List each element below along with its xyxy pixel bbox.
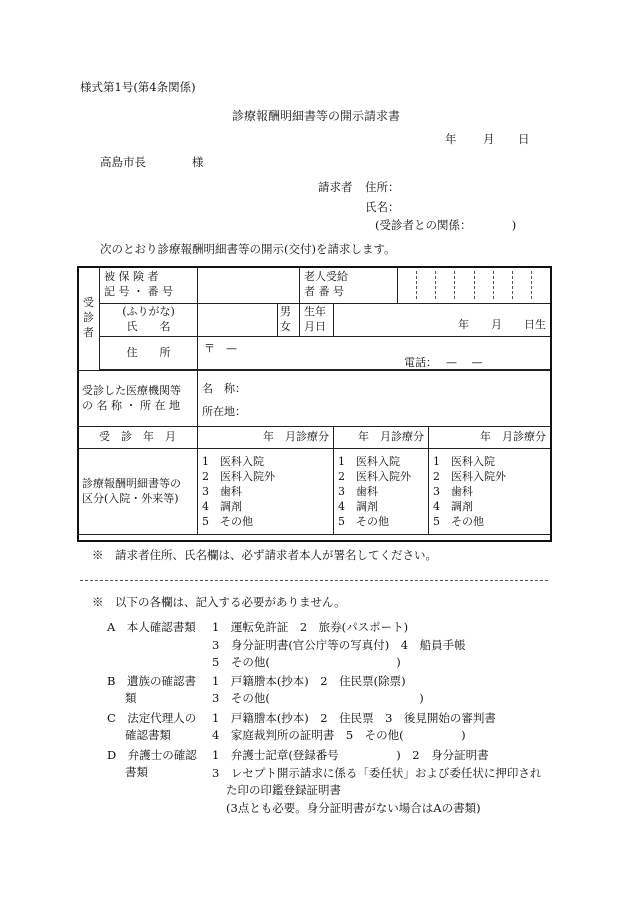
intro-text: 次のとおり診療報酬明細書等の開示(交付)を請求します。 <box>100 242 396 256</box>
date-month-label: 月 <box>483 132 495 146</box>
visit-month-2[interactable]: 年 月診療分 <box>334 427 429 449</box>
date-year-label: 年 <box>445 132 457 146</box>
phone-label: 電話： — — <box>404 356 483 369</box>
section-c-line-1: 1 戸籍謄本(抄本) 2 住民票 3 後見開始の審判書 <box>212 711 496 725</box>
signature-note: ※ 請求者住所、氏名欄は、必ず請求者本人が署名してください。 <box>92 548 437 562</box>
patient-name-label: (ふりがな) 氏 名 <box>100 304 198 337</box>
section-d-label-2: 書類 <box>125 765 148 779</box>
honorific: 様 <box>192 155 204 169</box>
patient-address-field[interactable] <box>198 337 551 370</box>
section-a-line-3: 5 その他( ) <box>212 655 401 669</box>
section-d-line-2: 3 レセプト開示請求に係る「委任状」および委任状に押印され <box>212 766 542 780</box>
section-d-line-4: (3点とも必要。身分証明書がない場合はAの書類) <box>226 801 481 815</box>
birth-date-label: 生年 月日 <box>300 304 334 337</box>
date-day-label: 日 <box>518 132 530 146</box>
section-c-label: C 法定代理人の <box>107 711 197 725</box>
insured-number-label: 被 保 険 者 記 号 ・ 番 号 <box>100 267 198 304</box>
birth-date-field[interactable]: 年 月 日生 <box>334 304 551 337</box>
category-label: 診療報酬明細書等の 区分(入院・外来等) <box>78 449 198 535</box>
section-d-line-3: た印の印鑑登録証明書 <box>226 783 341 797</box>
page-title: 診療報酬明細書等の開示請求書 <box>232 109 401 123</box>
institution-location-label: 所在地： <box>202 404 246 418</box>
section-b-line-1: 1 戸籍謄本(抄本) 2 住民票(除票) <box>212 674 406 688</box>
section-b-label-2: 類 <box>125 691 137 705</box>
section-c-label-2: 確認書類 <box>125 728 171 742</box>
section-d-line-1: 1 弁護士記章(登録番号 ) 2 身分証明書 <box>212 748 489 762</box>
section-d-label: D 弁護士の確認 <box>107 748 197 762</box>
institution-field[interactable] <box>198 371 551 427</box>
section-a-line-1: 1 運転免許証 2 旅券(パスポート) <box>212 620 409 634</box>
category-options-2[interactable]: 1 医科入院 2 医科入院外 3 歯科 4 調剤 5 その他 <box>334 449 429 535</box>
requester-relation-label: (受診者との関係： ) <box>375 218 517 232</box>
elderly-number-field[interactable] <box>398 267 551 304</box>
section-b-label: B 遺族の確認書 <box>107 674 196 688</box>
requester-name-label: 氏名： <box>365 200 400 214</box>
request-form-table <box>77 266 551 535</box>
form-number: 様式第1号(第4条関係) <box>80 80 196 94</box>
section-a-label: A 本人確認書類 <box>107 620 196 634</box>
visit-month-1[interactable]: 年 月診療分 <box>198 427 334 449</box>
sex-label: 男 女 <box>278 304 300 337</box>
patient-address-label: 住 所 <box>100 337 198 370</box>
institution-name-label: 名 称： <box>202 381 246 395</box>
elderly-number-label: 老人受給 者 番 号 <box>300 267 398 304</box>
section-a-line-2: 3 身分証明書(官公庁等の写真付) 4 船員手帳 <box>212 638 466 652</box>
visit-month-label: 受 診 年 月 <box>78 427 198 449</box>
institution-label: 受診した医療機関等 の 名 称 ・ 所 在 地 <box>78 371 198 427</box>
postal-mark: 〒 — <box>204 342 237 355</box>
office-note: ※ 以下の各欄は、記入する必要がありません。 <box>92 595 346 609</box>
visit-month-3[interactable]: 年 月診療分 <box>429 427 551 449</box>
requester-address-label: 住所： <box>365 180 400 194</box>
addressee: 高島市長 <box>100 155 146 169</box>
patient-group-label: 受 診 者 <box>78 267 100 371</box>
insured-number-field[interactable] <box>198 267 300 304</box>
divider <box>80 580 548 581</box>
category-options-1[interactable]: 1 医科入院 2 医科入院外 3 歯科 4 調剤 5 その他 <box>198 449 334 535</box>
requester-label: 請求者 <box>318 180 353 194</box>
patient-name-field[interactable] <box>198 304 278 337</box>
category-options-3[interactable]: 1 医科入院 2 医科入院外 3 歯科 4 調剤 5 その他 <box>429 449 551 535</box>
section-c-line-2: 4 家庭裁判所の証明書 5 その他( ) <box>212 728 466 742</box>
section-b-line-2: 3 その他( ) <box>212 691 424 705</box>
